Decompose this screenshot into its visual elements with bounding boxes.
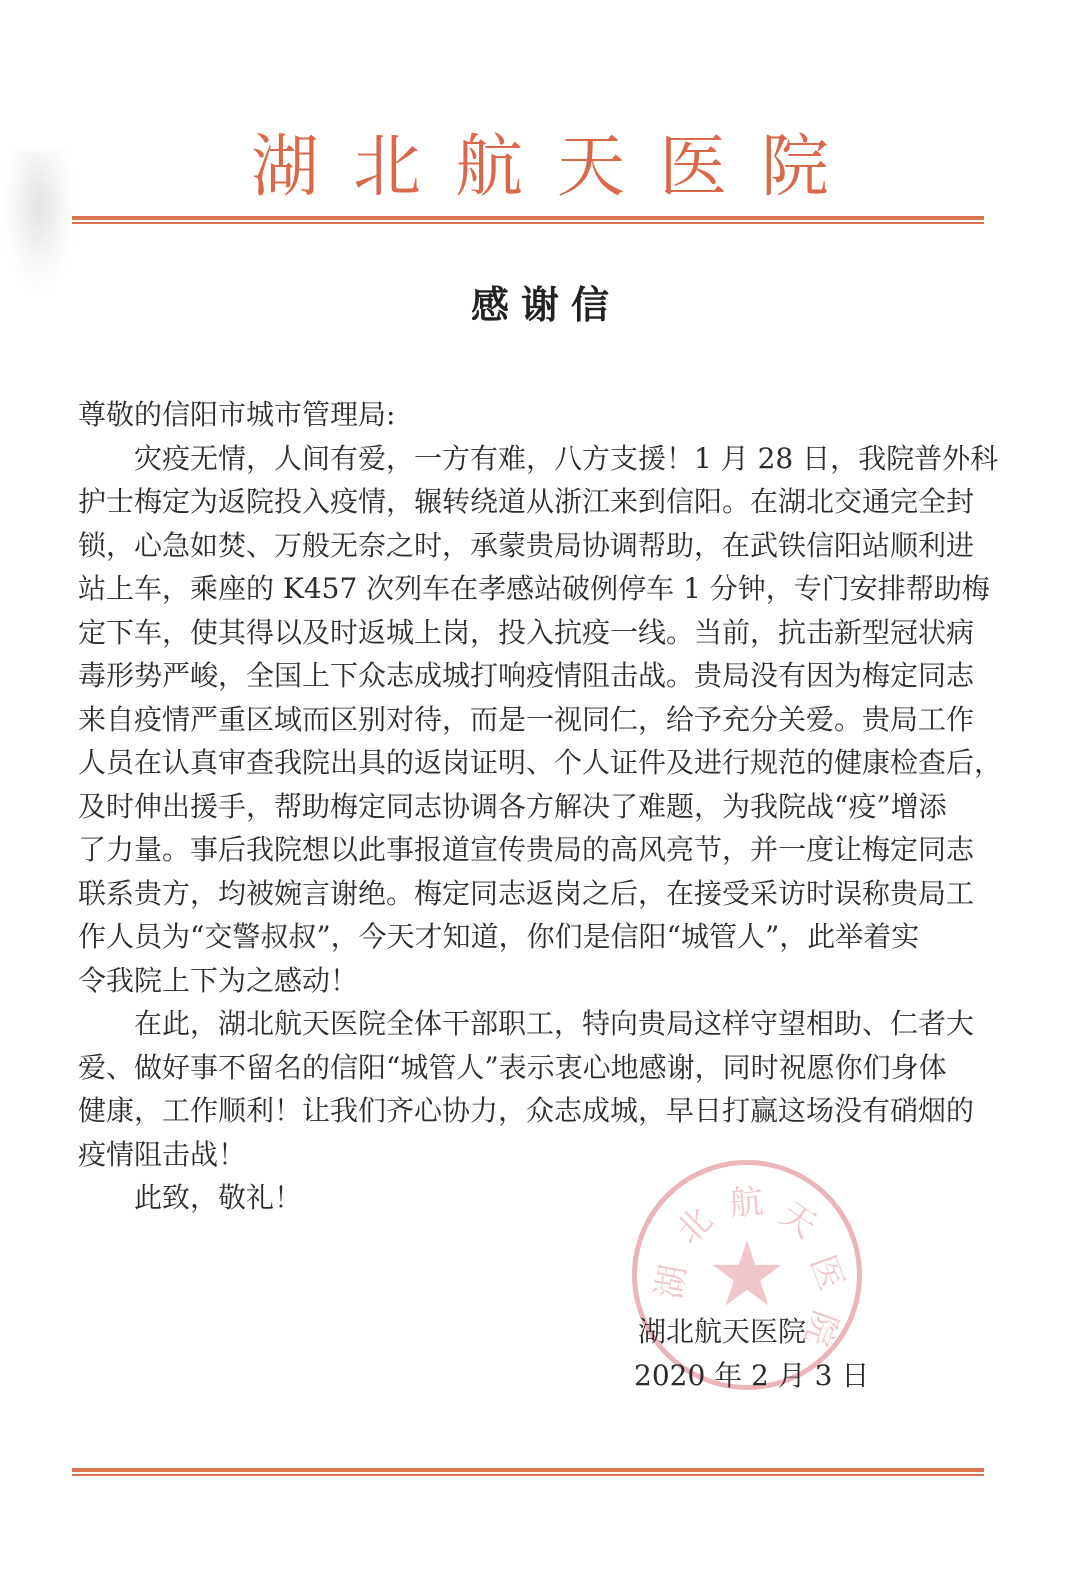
document-title: 感谢信 (470, 283, 621, 327)
paragraph-line: 人员在认真审查我院出具的返岗证明、个人证件及进行规范的健康检查后， (78, 746, 1003, 779)
letterhead-org-name: 湖北航天医院 (250, 128, 863, 207)
letter-body (78, 393, 1003, 1220)
paragraph-line: 来自疫情严重区域而区别对待，而是一视同仁，给予充分关爱。贵局工作 (78, 702, 975, 736)
star-icon: ★ (706, 1222, 788, 1327)
footer-divider (72, 1468, 984, 1477)
paragraph-line: 令我院上下为之感动！ (78, 963, 359, 997)
seal-char: 院 (796, 1305, 846, 1352)
paragraph-line: 爱、做好事不留名的信阳“城管人”表示衷心地感谢，同时祝愿你们身体 (78, 1050, 947, 1084)
paragraph-line: 及时伸出援手，帮助梅定同志协调各方解决了难题，为我院战“疫”增添 (78, 789, 947, 823)
paragraph-2 (78, 1002, 990, 1176)
paragraph-line: 灾疫无情，人间有爱，一方有难，八方支援！1 月 28 日，我院普外科 (134, 441, 999, 475)
divider-thick-line (72, 1468, 984, 1472)
paragraph-line: 了力量。事后我院想以此事报道宣传贵局的高风亮节，并一度让梅定同志 (78, 833, 975, 866)
paragraph-line: 毒形势严峻，全国上下众志成城打响疫情阻击战。贵局没有因为梅定同志 (78, 659, 975, 692)
divider-thin-line (72, 1474, 984, 1476)
seal-char: 航 (727, 1181, 765, 1225)
seal-char: 天 (772, 1194, 824, 1247)
divider-thin-line (72, 222, 984, 224)
paragraph-1 (78, 437, 1003, 1003)
signature-org: 湖北航天医院 (638, 1315, 807, 1348)
seal-char: 医 (802, 1249, 852, 1296)
seal-char: 湖 (648, 1261, 695, 1303)
paragraph-line: 健康，工作顺利！让我们齐心协力，众志成城，早日打赢这场没有硝烟的 (78, 1094, 975, 1127)
paragraph-line: 护士梅定为返院投入疫情，辗转绕道从浙江来到信阳。在湖北交通完全封 (78, 485, 975, 518)
paragraph-line: 锁，心急如焚、万般无奈之时，承蒙贵局协调帮助，在武铁信阳站顺利进 (78, 528, 975, 562)
letterhead-divider (72, 216, 984, 225)
salutation: 尊敬的信阳市城市管理局: (78, 398, 396, 431)
signature-date: 2020 年 2 月 3 日 (634, 1359, 870, 1392)
paragraph-line: 站上车，乘座的 K457 次列车在孝感站破例停车 1 分钟，专门安排帮助梅 (78, 572, 990, 605)
signature-block (634, 1310, 869, 1398)
paragraph-line: 定下车，使其得以及时返城上岗，投入抗疫一线。当前，抗击新型冠状病 (78, 615, 975, 649)
closing: 此致，敬礼！ (134, 1181, 303, 1214)
paragraph-line: 作人员为“交警叔叔”，今天才知道，你们是信阳“城管人”，此举着实 (78, 920, 920, 953)
paragraph-line: 疫情阻击战！ (78, 1137, 247, 1171)
divider-thick-line (72, 216, 984, 220)
paragraph-line: 在此，湖北航天医院全体干部职工，特向贵局这样守望相助、仁者大 (134, 1007, 975, 1040)
paragraph-line: 联系贵方，均被婉言谢绝。梅定同志返岗之后，在接受采访时误称贵局工 (78, 876, 975, 910)
seal-char: 北 (668, 1199, 721, 1253)
